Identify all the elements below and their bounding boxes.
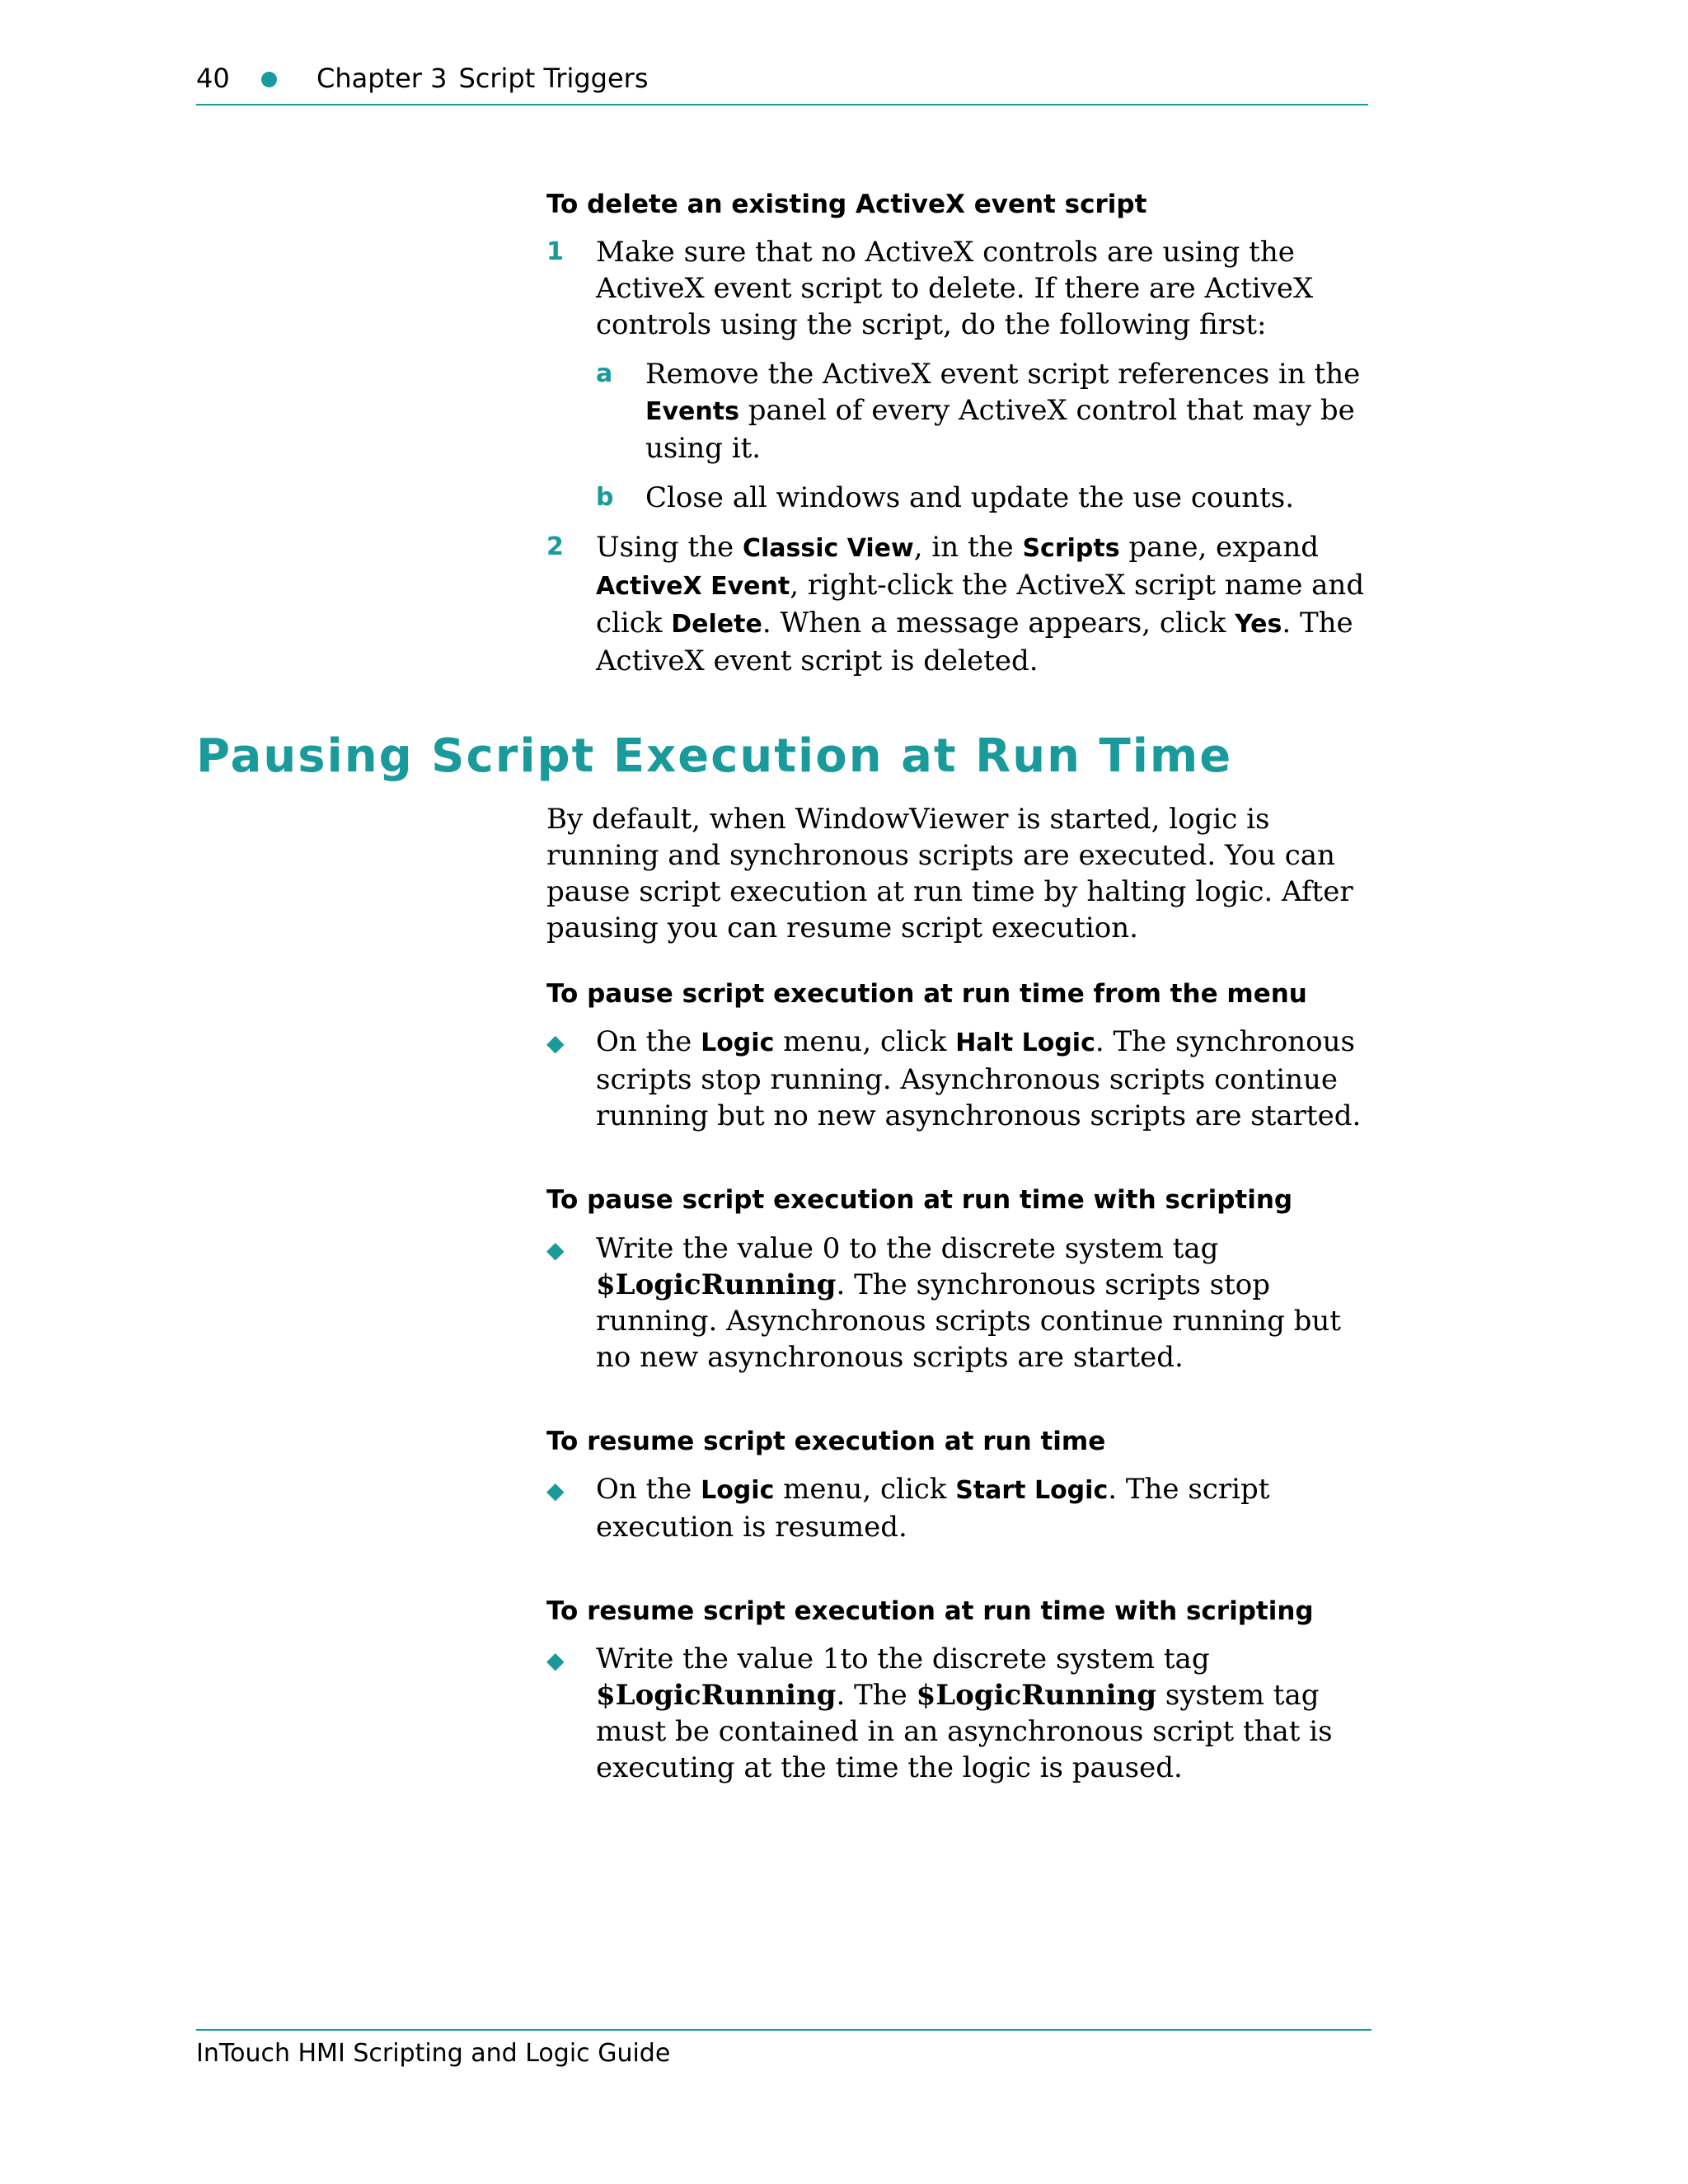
diamond-bullet-icon: ◆ <box>546 1235 565 1263</box>
diamond-bullet-icon: ◆ <box>546 1476 565 1504</box>
ui-term-logic: Logic <box>701 1475 775 1505</box>
bullet-text: . The script execution is resumed. <box>596 1472 1270 1544</box>
delete-step-1 <box>546 234 1371 516</box>
step-text: . The ActiveX event script is deleted. <box>596 607 1353 678</box>
pause-menu-bullet <box>546 1024 1371 1134</box>
resume-menu-heading: To resume script execution at run time <box>546 1426 1106 1456</box>
step-number: 1 <box>546 237 564 267</box>
step-text: . When a message appears, click <box>762 607 1236 640</box>
pausing-section-body <box>546 801 1371 1799</box>
system-tag-name: $LogicRunning <box>916 1679 1157 1713</box>
chapter-label: Chapter 3 <box>316 63 448 94</box>
substep-text: panel of every ActiveX control that may be using it. <box>645 394 1355 466</box>
diamond-bullet-icon: ◆ <box>546 1029 565 1057</box>
diamond-bullet-icon: ◆ <box>546 1647 565 1675</box>
bullet-text: On the <box>596 1472 701 1506</box>
delete-substep-b <box>596 480 1371 516</box>
ui-term-classic-view: Classic View <box>742 534 914 564</box>
system-tag-name: $LogicRunning <box>596 1679 837 1713</box>
step-text: , in the <box>913 531 1023 565</box>
bullet-text: . The synchronous scripts stop running. Asynchronous scripts continue running but no new asynchronous scripts are started. <box>596 1025 1362 1133</box>
ui-term-logic: Logic <box>701 1029 775 1058</box>
page-number: 40 <box>196 63 230 94</box>
ui-term-scripts: Scripts <box>1022 534 1120 564</box>
step-number: 2 <box>546 532 564 562</box>
bullet-text: menu, click <box>774 1025 956 1059</box>
chapter-heading <box>316 63 648 94</box>
ui-term-yes: Yes <box>1235 610 1282 640</box>
bullet-text: . The synchronous scripts stop running. Asynchronous scripts continue running but no new asynchronous scripts are started. <box>596 1268 1341 1374</box>
ui-term-activex-event: ActiveX Event <box>596 572 790 602</box>
ui-term-delete: Delete <box>671 610 762 640</box>
pause-script-heading: To pause script execution at run time with scripting <box>546 1185 1293 1216</box>
footer-guide-title: InTouch HMI Scripting and Logic Guide <box>196 2039 671 2068</box>
delete-procedure <box>546 188 1371 692</box>
bullet-text: Write the value 1to the discrete system tag <box>596 1643 1210 1676</box>
ui-term-events: Events <box>645 397 739 427</box>
section-title: Pausing Script Execution at Run Time <box>196 729 1233 783</box>
step-text: Using the <box>596 531 743 565</box>
pause-script-bullet <box>546 1230 1371 1376</box>
delete-procedure-heading: To delete an existing ActiveX event script <box>546 190 1147 219</box>
pause-menu-heading: To pause script execution at run time from the menu <box>546 979 1307 1009</box>
bullet-text: system tag must be contained in an asynchronous script that is executing at the time the logic is paused. <box>596 1679 1333 1785</box>
resume-script-heading: To resume script execution at run time with scripting <box>546 1596 1314 1626</box>
section-intro: By default, when WindowViewer is started, logic is running and synchronous scripts are executed. You can pause script execution at run time by halting logic. After pausing you can resume script execution. <box>546 803 1353 944</box>
step-text: Make sure that no ActiveX controls are using the ActiveX event script to delete. If there are ActiveX controls using the script, do the following first: <box>596 236 1314 342</box>
step-text: pane, expand <box>1119 531 1320 565</box>
substep-text: Remove the ActiveX event script references in the <box>645 358 1361 391</box>
substep-letter: b <box>596 483 614 513</box>
bullet-text: On the <box>596 1025 701 1059</box>
bullet-text: . The <box>836 1679 917 1713</box>
bullet-text: menu, click <box>774 1472 956 1506</box>
system-tag-name: $LogicRunning <box>596 1268 837 1301</box>
resume-script-bullet <box>546 1641 1371 1786</box>
substep-text: Close all windows and update the use counts. <box>645 481 1295 515</box>
ui-term-halt-logic: Halt Logic <box>955 1029 1095 1058</box>
delete-substep-a <box>596 356 1371 466</box>
ui-term-start-logic: Start Logic <box>955 1475 1109 1505</box>
page-header <box>196 58 1368 105</box>
step-text: , right-click the ActiveX script name and click <box>596 569 1365 640</box>
header-dot-icon <box>261 72 277 87</box>
delete-step-2 <box>546 529 1371 679</box>
bullet-text: Write the value 0 to the discrete system tag <box>596 1231 1219 1265</box>
substep-letter: a <box>596 359 613 389</box>
resume-menu-bullet <box>546 1471 1371 1545</box>
chapter-title: Script Triggers <box>458 63 649 94</box>
page-footer <box>196 2029 1372 2068</box>
